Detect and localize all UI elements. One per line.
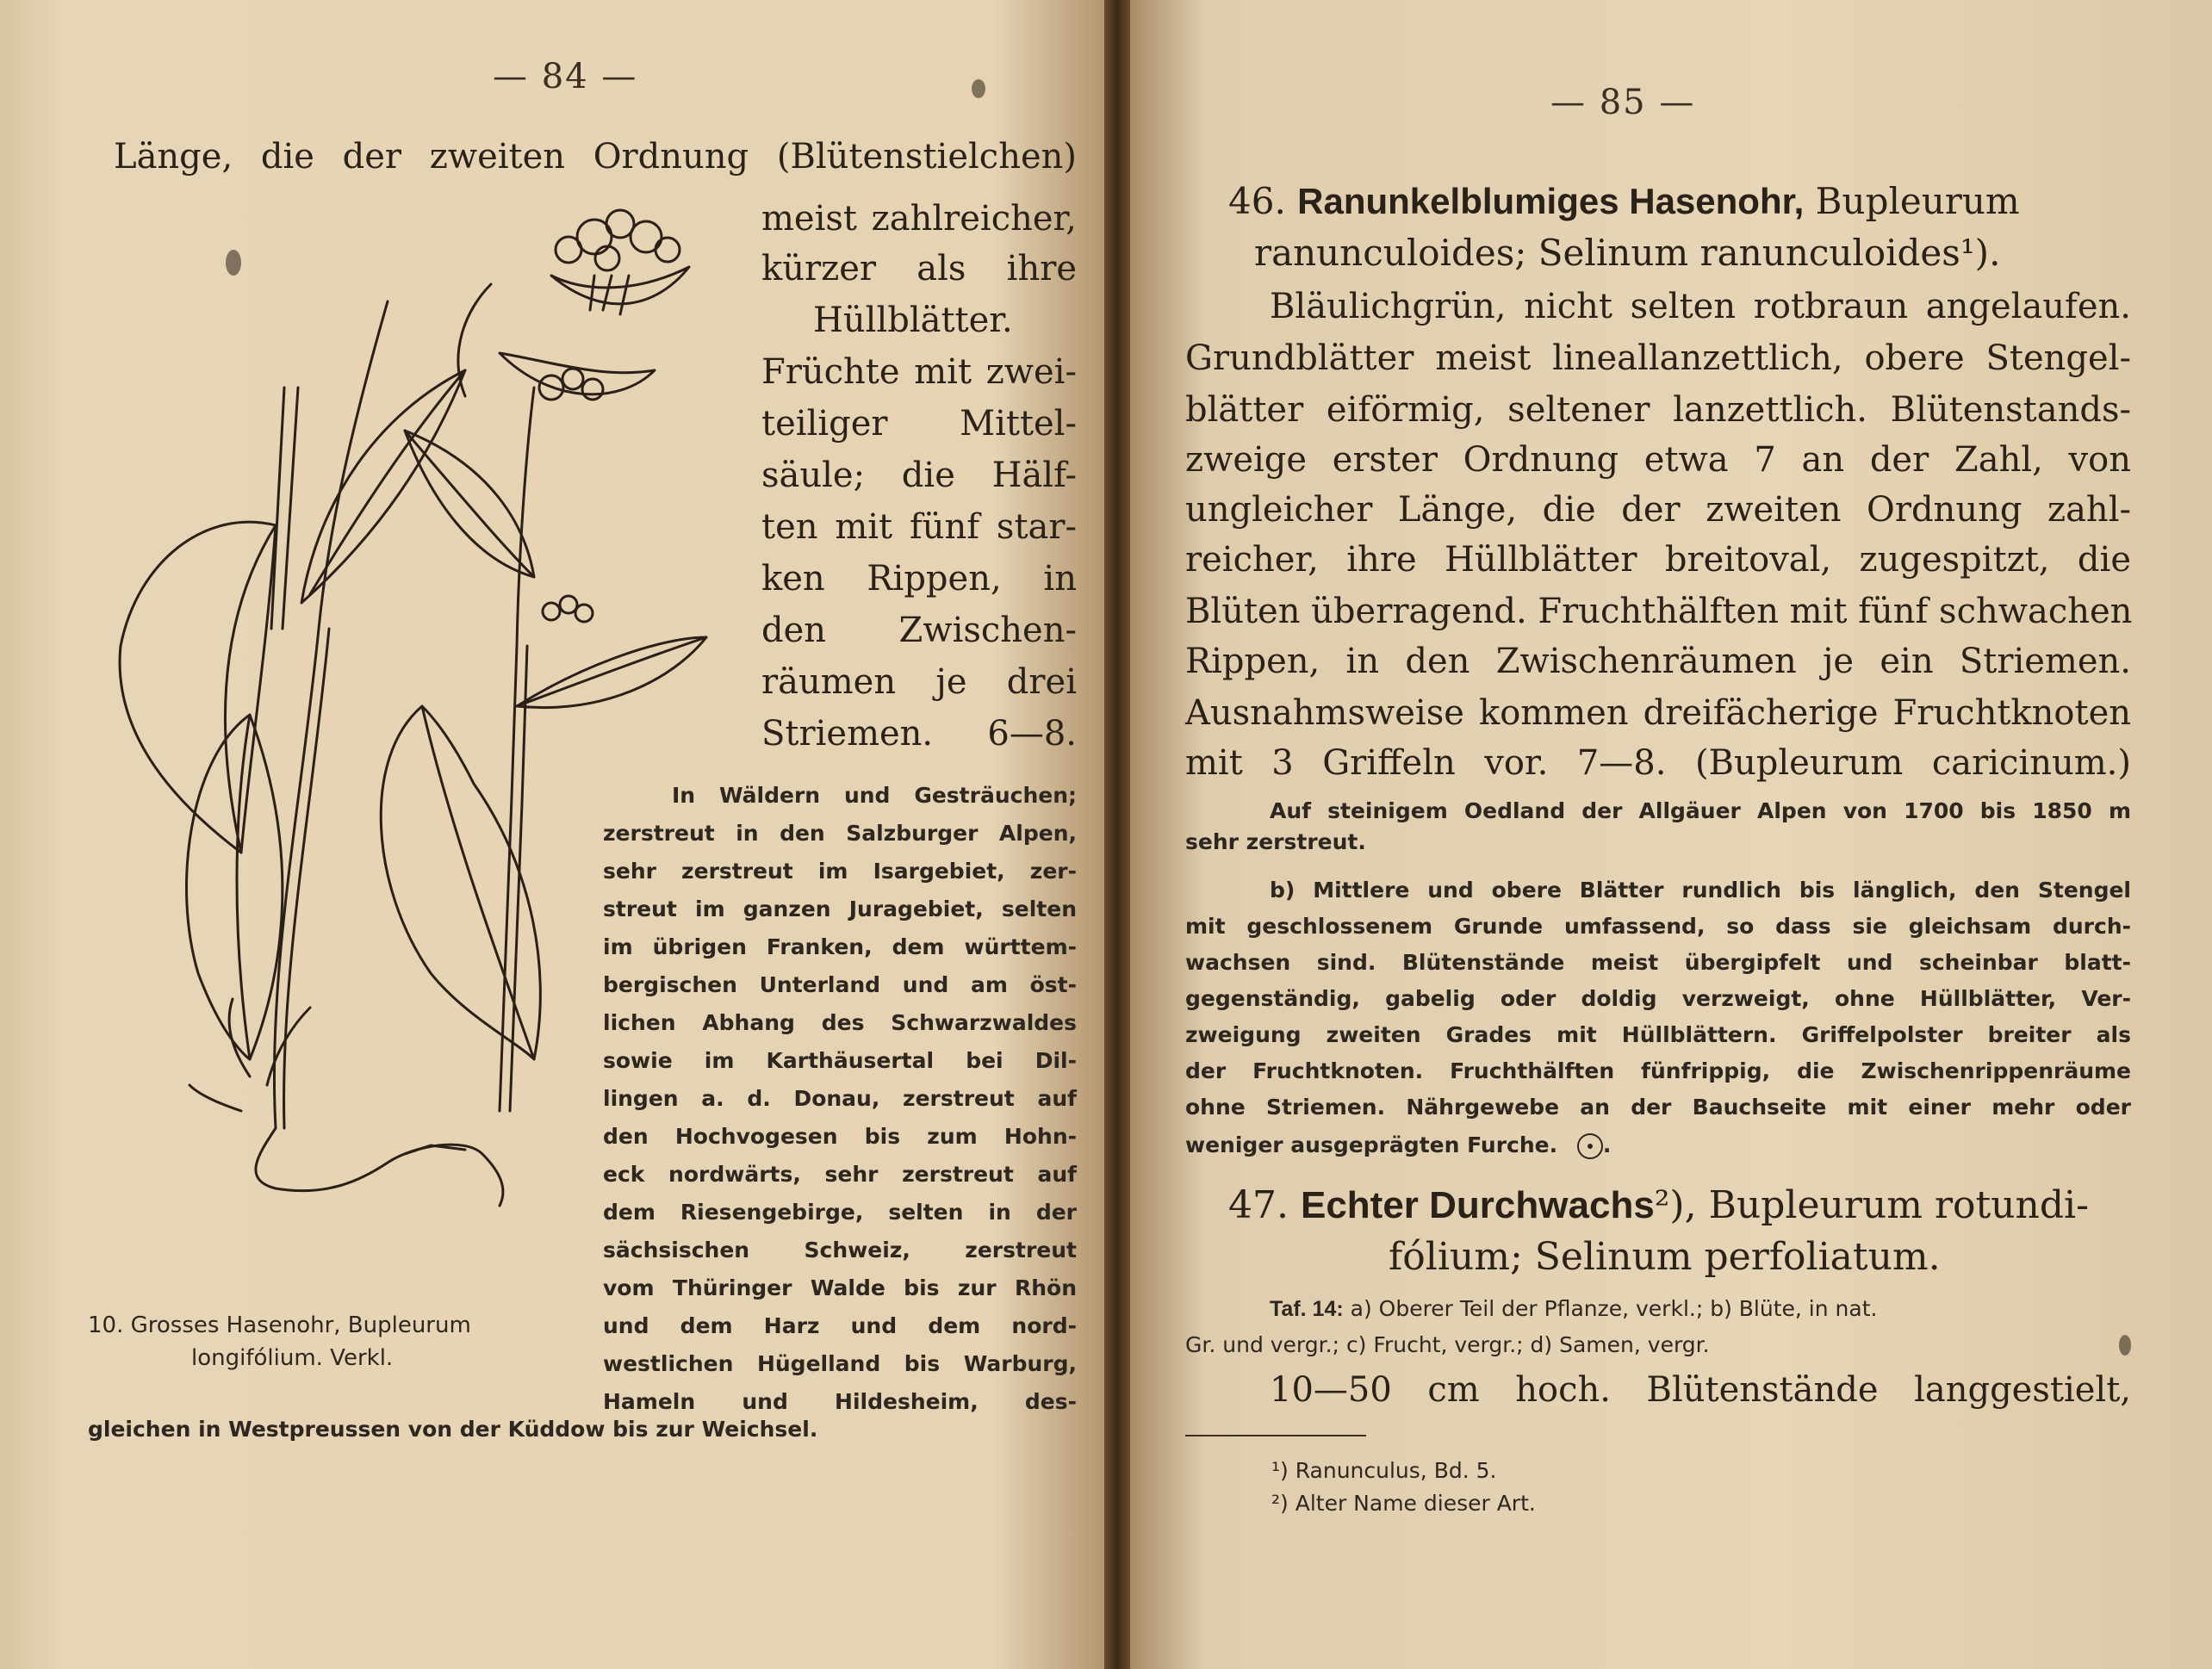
habitat-46-line-1: Auf steinigem Oedland der Allgäuer Alpen von 1700 bis 1850 m [1270,798,2131,823]
habitat-line-10: den Hochvogesen bis zum Hohn- [603,1124,1077,1149]
note-b-line-1: b) Mittlere und obere Blätter rundlich bis länglich, den Stengel [1270,878,2131,903]
habitat-line-3: sehr zerstreut im Isargebiet, zer- [603,859,1077,884]
note-b-line-5: zweigung zweiten Grades mit Hüllblättern. Griffelpolster breiter als [1185,1022,2131,1047]
page-number-84: — 84 — [493,57,638,96]
plate-label: Taf. 14: [1270,1297,1344,1321]
habitat-line-8: sowie im Karthäusertal bei Dil- [603,1048,1077,1073]
side-line-9: den Zwischen- [761,611,1077,650]
plate-reference-line-2: Gr. und vergr.; c) Frucht, vergr.; d) Samen, vergr. [1185,1332,1710,1357]
right-page [1130,0,2212,1669]
side-line-5: teiliger Mittel- [761,404,1077,444]
side-line-10: räumen je drei [761,662,1077,702]
side-line-6: säule; die Hälf- [761,456,1077,495]
species-47-heading-line-2: fólium; Selinum perfoliatum. [1389,1235,1941,1279]
figure-caption-line-2: longifólium. Verkl. [191,1345,394,1371]
body-line-1: Bläulichgrün, nicht selten rotbraun angelaufen. [1270,287,2131,326]
habitat-line-13: sächsischen Schweiz, zerstreut [603,1238,1077,1263]
note-b-last-line: weniger ausgeprägten Furche. . [1185,1132,1612,1157]
habitat-line-7: lichen Abhang des Schwarzwaldes [603,1010,1077,1035]
body-line-4: zweige erster Ordnung etwa 7 an der Zahl, von [1185,440,2131,480]
side-line-4: Früchte mit zwei- [761,352,1077,392]
habitat-line-14: vom Thüringer Walde bis zur Rhön [603,1275,1077,1300]
body-line-6: reicher, ihre Hüllblätter breitoval, zugespitzt, die [1185,540,2131,580]
footnote-1: ¹) Ranunculus, Bd. 5. [1271,1458,1497,1483]
habitat-46-line-2: sehr zerstreut. [1185,829,1366,854]
side-line-7: ten mit fünf star- [761,507,1077,547]
figure-caption-line-1: 10. Grosses Hasenohr, Bupleurum [88,1312,471,1338]
note-b-last-text: weniger ausgeprägten Furche. [1185,1132,1558,1157]
perennial-symbol-icon [1577,1133,1603,1159]
body-line-5: ungleicher Länge, die der zweiten Ordnung zahl- [1185,490,2131,530]
body-line-10: mit 3 Griffeln vor. 7—8. (Bupleurum caricinum.) [1185,743,2131,783]
side-line-3: Hüllblätter. [813,301,1013,340]
species-46-latin: Bupleurum [1815,180,2020,222]
habitat-line-2: zerstreut in den Salzburger Alpen, [603,821,1077,846]
ink-spot [2119,1335,2131,1356]
note-b-line-6: der Fruchtknoten. Fruchthälften fünfrippig, die Zwischenrippenräume [1185,1058,2131,1083]
species-47-heading [1228,1183,2089,1227]
ink-spot [972,79,985,98]
species-46-heading-line-2: ranunculoides; Selinum ranunculoides¹). [1254,232,2001,274]
body-line-3: blätter eiförmig, seltener lanzettlich. Blütenstands- [1185,390,2131,430]
habitat-line-1: In Wäldern und Gesträuchen; [672,783,1077,808]
habitat-last-line: gleichen in Westpreussen von der Küddow bis zur Weichsel. [88,1417,818,1442]
species-46-heading [1228,180,2020,222]
species-47-latin: Bupleurum rotundi- [1708,1183,2089,1227]
species-47-name: Echter Durchwachs [1300,1184,1655,1226]
top-line: Länge, die der zweiten Ordnung (Blütenstielchen) [114,137,1077,177]
habitat-line-17: Hameln und Hildesheim, des- [603,1389,1077,1414]
side-line-1: meist zahlreicher, [761,199,1077,239]
plate-reference-line-1 [1270,1292,1877,1326]
note-b-line-7: ohne Striemen. Nährgewebe an der Bauchseite mit einer mehr oder [1185,1095,2131,1120]
habitat-line-5: im übrigen Franken, dem württem- [603,934,1077,959]
species-46-name: Ranunkelblumiges Hasenohr, [1297,181,1805,221]
species-47-number: 47. [1228,1183,1289,1227]
page-number-85: — 85 — [1550,83,1696,122]
body-line-7: Blüten überragend. Fruchthälften mit fünf schwachen [1185,592,2133,631]
book-gutter [1104,0,1130,1669]
body-line-9: Ausnahmsweise kommen dreifächerige Fruchtknoten [1185,693,2131,733]
side-line-8: ken Rippen, in [761,559,1077,599]
side-line-2: kürzer als ihre [761,249,1077,289]
side-line-11: Striemen. 6—8. [761,714,1077,754]
habitat-line-6: bergischen Unterland und am öst- [603,972,1077,997]
note-b-line-4: gegenständig, gabelig oder doldig verzweigt, ohne Hüllblätter, Ver- [1185,986,2131,1011]
species-47-footnote-ref: ²), [1654,1183,1697,1227]
habitat-line-4: streut im ganzen Juragebiet, selten [603,897,1077,921]
habitat-line-16: westlichen Hügelland bis Warburg, [603,1351,1077,1376]
body-line-2: Grundblätter meist lineallanzettlich, obere Stengel- [1185,338,2131,378]
habitat-line-9: lingen a. d. Donau, zerstreut auf [603,1086,1077,1111]
species-47-body-line: 10—50 cm hoch. Blütenstände langgestielt, [1270,1370,2131,1410]
habitat-line-12: dem Riesengebirge, selten in der [603,1200,1077,1225]
note-b-line-2: mit geschlossenem Grunde umfassend, so dass sie gleichsam durch- [1185,914,2131,939]
plate-description-1: a) Oberer Teil der Pflanze, verkl.; b) Blüte, in nat. [1350,1296,1878,1321]
left-page [0,0,1104,1669]
ink-spot [226,250,241,276]
body-line-8: Rippen, in den Zwischenräumen je ein Striemen. [1185,642,2131,681]
footnote-rule [1185,1435,1366,1436]
note-b-line-3: wachsen sind. Blütenstände meist übergipfelt und scheinbar blatt- [1185,950,2131,975]
habitat-line-15: und dem Harz und dem nord- [603,1313,1077,1338]
footnote-2: ²) Alter Name dieser Art. [1271,1491,1536,1516]
habitat-line-11: eck nordwärts, sehr zerstreut auf [603,1162,1077,1187]
species-46-number: 46. [1228,180,1286,222]
